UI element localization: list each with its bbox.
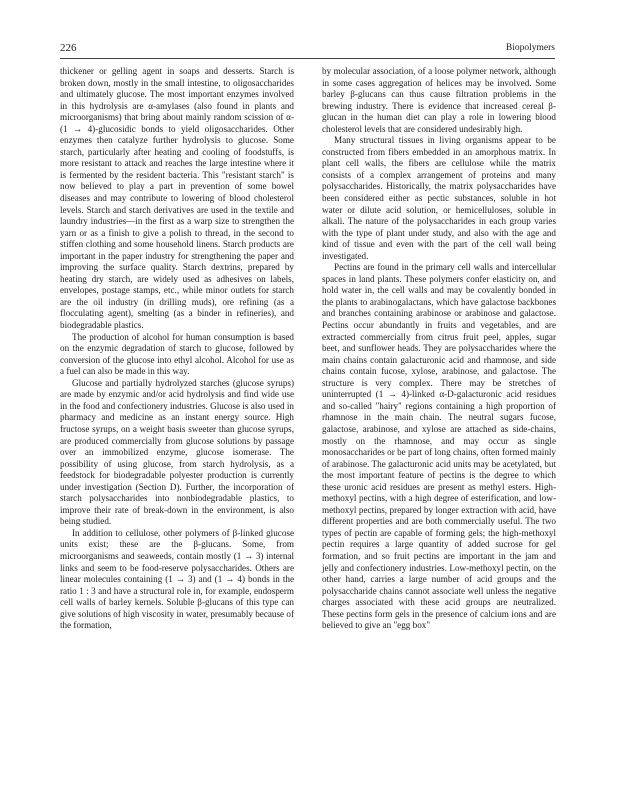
running-title: Biopolymers xyxy=(505,43,555,53)
header-rule xyxy=(60,58,555,59)
paragraph: Glucose and partially hydrolyzed starches (glucose syrups) are made by enzymic and/or acid hydrolysis and find wide use in the food and confectionery industries. Glucose is also used in pharmacy and medicine as an instant energy source. High fructose syrups, on a weight basis sweeter than glucose syrups, are produced commercially from glucose solutions by passage over an immobilized enzyme, glucose isomerase. The possibility of using glucose, from starch hydrolysis, as a feedstock for biodegradable polyester production is currently under investigation (Section D). Further, the incorporation of starch polysaccharides into nonbiodegradable plastics, to improve their rate of break-down in the environment, is also being studied. xyxy=(60,377,294,527)
paragraph: by molecular association, of a loose polymer network, although in some cases aggregation of helices may be involved. Some barley β-glucans can thus cause filtration problems in the brewing industry. There is evidence that increased cereal β-glucan in the human diet can play a role in lowering blood cholesterol levels that are considered undesirably high. xyxy=(322,66,556,134)
page-header xyxy=(60,42,555,56)
paragraph: The production of alcohol for human consumption is based on the enzymic degradation of starch to glucose, followed by conversion of the glucose into ethyl alcohol. Alcohol for use as a fuel can also be made in this way. xyxy=(60,331,294,377)
paragraph: Many structural tissues in living organisms appear to be constructed from fibers embedded in an amorphous matrix. In plant cell walls, the fibers are cellulose while the matrix consists of a complex arrangement of proteins and many polysaccharides. Historically, the matrix polysaccharides have been considered either as pectic substances, soluble in hot water or dilute acid solution, or hemicelluloses, soluble in alkali. The nature of the polysaccharides in each group varies with the type of plant under study, and also with the age and kind of tissue and even with the part of the cell wall being investigated. xyxy=(322,135,556,261)
left-column xyxy=(60,66,294,632)
page-number: 226 xyxy=(60,42,77,54)
paragraph: thickener or gelling agent in soaps and desserts. Starch is broken down, mostly in the small intestine, to oligosaccharides and ultimately glucose. The most important enzymes involved in this hydrolysis are α-amylases (also found in plants and microorganisms) that bring about mainly random scission of α-(1 → 4)-glucosidic bonds to yield oligosaccharides. Other enzymes then catalyze further hydrolysis to glucose. Some starch, particularly after heating and cooling of foodstuffs, is more resistant to attack and reaches the large intestine where it is fermented by the resident bacteria. This "resistant starch" is now believed to play a part in prevention of some bowel diseases and may contribute to lowering of blood cholesterol levels. Starch and starch derivatives are used in the textile and laundry industries—in the first as a warp size to strengthen the yarn or as a finish to give a polish to thread, in the second to stiffen clothing and some household linens. Starch products are important in the paper industry for strengthening the paper and improving the surface quality. Starch dextrins, prepared by heating dry starch, are widely used as adhesives on labels, envelopes, postage stamps, etc., while minor outlets for starch are the oil industry (in drilling muds), ore refining (as a flocculating agent), smelting (as a binder in refineries), and biodegradable plastics. xyxy=(60,66,294,331)
right-column xyxy=(322,66,556,632)
paragraph: In addition to cellulose, other polymers of β-linked glucose units exist; these are the β-glucans. Some, from microorganisms and seaweeds, contain mostly (1 → 3) internal links and seem to be food-reserve polysaccharides. Others are linear molecules containing (1 → 3) and (1 → 4) bonds in the ratio 1 : 3 and have a structural role in, for example, endosperm cell walls of barley kernels. Soluble β-glucans of this type can give solutions of high viscosity in water, presumably because of the formation, xyxy=(60,527,294,631)
paragraph: Pectins are found in the primary cell walls and intercellular spaces in land plants. These polymers confer elasticity on, and hold water in, the cell walls and may be covalently bonded in the plants to arabinogalactans, which have galactose backbones and branches containing arabinose or arabinose and galactose. Pectins occur abundantly in fruits and vegetables, and are extracted commercially from citrus fruit peel, apples, sugar beet, and sunflower heads. They are polysaccharides where the main chains contain galacturonic acid and rhamnose, and side chains contain fucose, xylose, arabinose, and galactose. The structure is very complex. There may be stretches of uninterrupted (1 → 4)-linked α-D-galacturonic acid residues and so-called "hairy" regions containing a high proportion of rhamnose in the main chain. The neutral sugars fucose, galactose, arabinose, and xylose are attached as side-chains, mostly on the rhamnose, and may occur as single monosaccharides or be part of long chains, often formed mainly of arabinose. The galacturonic acid units may be acetylated, but the most important feature of pectins is the degree to which these uronic acid residues are present as methyl esters. High-methoxyl pectins, with a high degree of esterification, and low-methoxyl pectins, prepared by longer extraction with acid, have different properties and are both commercially useful. The two types of pectin are capable of forming gels; the high-methoxyl pectin requires a large quantity of added sucrose for gel formation, and so fruit pectins are important in the jam and jelly and confectionery industries. Low-methoxyl pectin, on the other hand, carries a large number of acid groups and the polysaccharide chains cannot associate well unless the negative charges associated with these acid groups are neutralized. These pectins form gels in the presence of calcium ions and are believed to give an "egg box" xyxy=(322,262,556,631)
